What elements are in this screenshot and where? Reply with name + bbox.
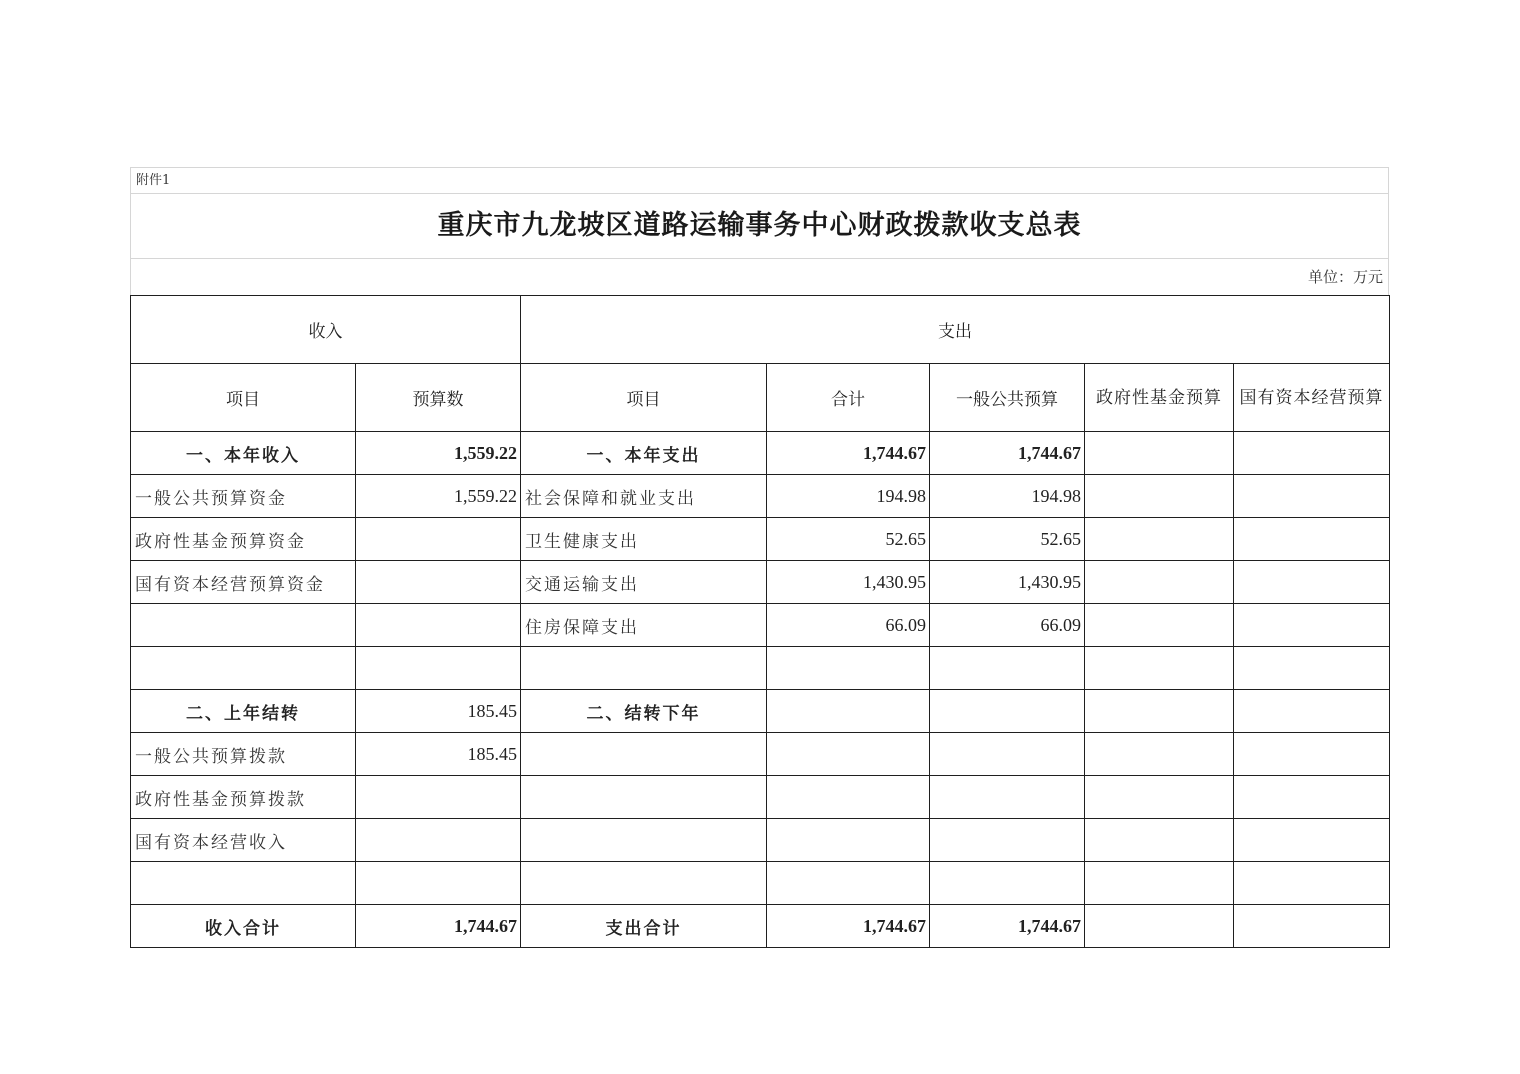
income-item-cell: 一、本年收入 <box>131 432 356 475</box>
expense-item-cell <box>521 819 767 862</box>
table-row <box>131 733 1390 776</box>
state-capital-cell <box>1234 518 1390 561</box>
table-row <box>131 561 1390 604</box>
table-row <box>131 432 1390 475</box>
income-amount-cell: 185.45 <box>356 690 521 733</box>
income-item-cell <box>131 862 356 905</box>
total-cell: 1,744.67 <box>767 905 930 948</box>
income-item-cell: 政府性基金预算拨款 <box>131 776 356 819</box>
header-row-groups <box>131 296 1390 364</box>
general-budget-cell <box>930 776 1085 819</box>
income-amount-cell: 1,559.22 <box>356 475 521 518</box>
document-sheet <box>130 167 1389 948</box>
gov-fund-cell <box>1085 776 1234 819</box>
gov-fund-cell <box>1085 862 1234 905</box>
total-cell: 1,430.95 <box>767 561 930 604</box>
income-amount-cell <box>356 604 521 647</box>
gov-fund-cell <box>1085 819 1234 862</box>
attachment-label: 附件1 <box>131 168 1388 194</box>
gov-fund-cell <box>1085 905 1234 948</box>
income-amount-cell: 185.45 <box>356 733 521 776</box>
income-amount-cell <box>356 819 521 862</box>
state-capital-cell <box>1234 776 1390 819</box>
gov-fund-cell <box>1085 518 1234 561</box>
income-item-cell: 一般公共预算拨款 <box>131 733 356 776</box>
expense-item-cell <box>521 647 767 690</box>
gov-fund-cell <box>1085 561 1234 604</box>
total-cell <box>767 862 930 905</box>
table-row <box>131 604 1390 647</box>
expense-item-cell: 一、本年支出 <box>521 432 767 475</box>
total-cell <box>767 647 930 690</box>
total-cell: 66.09 <box>767 604 930 647</box>
expense-item-cell: 卫生健康支出 <box>521 518 767 561</box>
general-public-budget-header: 一般公共预算 <box>930 364 1085 432</box>
general-budget-cell: 52.65 <box>930 518 1085 561</box>
income-item-cell: 收入合计 <box>131 905 356 948</box>
expense-item-cell: 支出合计 <box>521 905 767 948</box>
table-row <box>131 518 1390 561</box>
income-amount-cell: 1,559.22 <box>356 432 521 475</box>
state-capital-cell <box>1234 475 1390 518</box>
gov-fund-cell <box>1085 647 1234 690</box>
income-amount-cell <box>356 647 521 690</box>
general-budget-cell <box>930 690 1085 733</box>
income-item-cell: 国有资本经营收入 <box>131 819 356 862</box>
income-budget-header: 预算数 <box>356 364 521 432</box>
income-item-cell: 一般公共预算资金 <box>131 475 356 518</box>
title-frame <box>130 167 1389 295</box>
state-capital-cell <box>1234 690 1390 733</box>
income-amount-cell <box>356 862 521 905</box>
income-item-header: 项目 <box>131 364 356 432</box>
header-row-columns <box>131 364 1390 432</box>
total-cell: 52.65 <box>767 518 930 561</box>
income-item-cell: 国有资本经营预算资金 <box>131 561 356 604</box>
table-row <box>131 819 1390 862</box>
expense-item-cell <box>521 733 767 776</box>
expense-item-cell: 二、结转下年 <box>521 690 767 733</box>
income-item-cell <box>131 604 356 647</box>
total-header: 合计 <box>767 364 930 432</box>
table-row <box>131 862 1390 905</box>
expense-item-cell: 住房保障支出 <box>521 604 767 647</box>
income-item-cell: 二、上年结转 <box>131 690 356 733</box>
income-group-header: 收入 <box>131 296 521 364</box>
gov-fund-cell <box>1085 432 1234 475</box>
income-item-cell: 政府性基金预算资金 <box>131 518 356 561</box>
total-cell <box>767 776 930 819</box>
table-row <box>131 647 1390 690</box>
income-item-cell <box>131 647 356 690</box>
state-capital-cell <box>1234 905 1390 948</box>
income-amount-cell: 1,744.67 <box>356 905 521 948</box>
table-row <box>131 776 1390 819</box>
general-budget-cell <box>930 733 1085 776</box>
state-capital-cell <box>1234 561 1390 604</box>
table-row <box>131 690 1390 733</box>
gov-fund-cell <box>1085 733 1234 776</box>
total-cell <box>767 690 930 733</box>
budget-table <box>130 295 1390 948</box>
income-amount-cell <box>356 561 521 604</box>
general-budget-cell: 194.98 <box>930 475 1085 518</box>
general-budget-cell <box>930 819 1085 862</box>
gov-fund-cell <box>1085 690 1234 733</box>
expense-item-header: 项目 <box>521 364 767 432</box>
state-capital-cell <box>1234 862 1390 905</box>
table-row <box>131 475 1390 518</box>
general-budget-cell: 1,430.95 <box>930 561 1085 604</box>
state-capital-cell <box>1234 432 1390 475</box>
state-capital-cell <box>1234 647 1390 690</box>
unit-label: 单位：万元 <box>1307 268 1383 286</box>
expense-item-cell <box>521 862 767 905</box>
total-cell <box>767 733 930 776</box>
state-capital-cell <box>1234 604 1390 647</box>
state-capital-cell <box>1234 819 1390 862</box>
gov-fund-budget-header: 政府性基金预算 <box>1085 364 1234 432</box>
general-budget-cell: 66.09 <box>930 604 1085 647</box>
state-capital-cell <box>1234 733 1390 776</box>
table-row <box>131 905 1390 948</box>
general-budget-cell: 1,744.67 <box>930 432 1085 475</box>
expense-item-cell: 交通运输支出 <box>521 561 767 604</box>
total-cell <box>767 819 930 862</box>
expense-item-cell <box>521 776 767 819</box>
total-cell: 194.98 <box>767 475 930 518</box>
expense-item-cell: 社会保障和就业支出 <box>521 475 767 518</box>
gov-fund-cell <box>1085 475 1234 518</box>
general-budget-cell <box>930 862 1085 905</box>
document-title: 重庆市九龙坡区道路运输事务中心财政拨款收支总表 <box>131 194 1388 259</box>
state-capital-budget-header: 国有资本经营预算 <box>1234 364 1390 432</box>
total-cell: 1,744.67 <box>767 432 930 475</box>
income-amount-cell <box>356 518 521 561</box>
general-budget-cell: 1,744.67 <box>930 905 1085 948</box>
gov-fund-cell <box>1085 604 1234 647</box>
income-amount-cell <box>356 776 521 819</box>
general-budget-cell <box>930 647 1085 690</box>
expense-group-header: 支出 <box>521 296 1390 364</box>
